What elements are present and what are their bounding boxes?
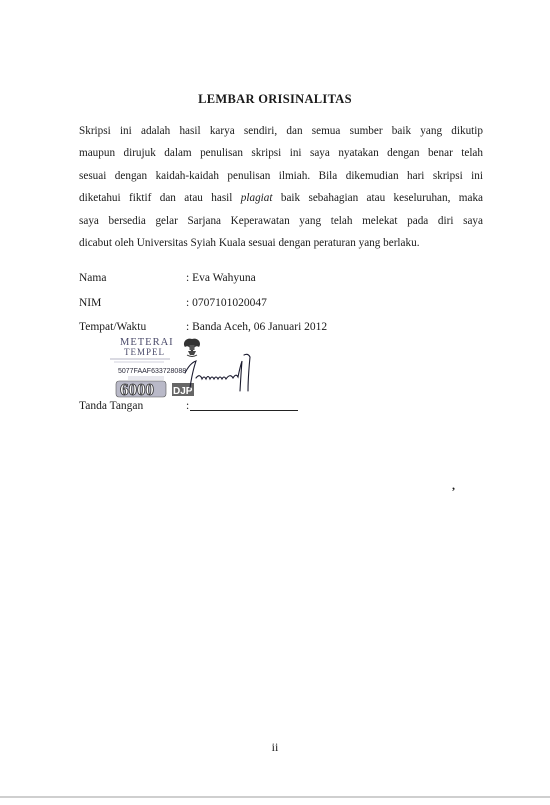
document-title: LEMBAR ORISINALITAS bbox=[198, 92, 352, 106]
paragraph-line bbox=[79, 187, 483, 209]
garuda-emblem bbox=[184, 339, 200, 357]
stamp-title: METERAI bbox=[120, 337, 174, 348]
scan-edge bbox=[0, 796, 550, 798]
stamp-serial: 5077FAAF633728088 bbox=[118, 368, 187, 375]
field-label: Tempat/Waktu bbox=[79, 321, 147, 333]
paragraph-line: saya bersedia gelar Sarjana Keperawatan yang telah melekat pada diri saya bbox=[79, 214, 483, 227]
page-number: ii bbox=[271, 740, 279, 754]
signature bbox=[185, 354, 250, 391]
field-label: Tanda Tangan bbox=[79, 400, 144, 412]
meterai-stamp bbox=[100, 333, 300, 403]
paragraph-text: baik sebahagian atau keseluruhan, maka bbox=[272, 192, 484, 205]
field-label: Nama bbox=[79, 272, 107, 284]
field-value: : 0707101020047 bbox=[186, 297, 267, 309]
paragraph-line: dicabut oleh Universitas Syiah Kuala sesuai dengan peraturan yang berlaku. bbox=[79, 237, 420, 250]
paragraph-text: diketahui fiktif dan atau hasil bbox=[79, 192, 241, 205]
field-value: : bbox=[186, 400, 190, 412]
stamp-currency: DJP bbox=[173, 386, 193, 397]
statement-paragraph bbox=[79, 120, 483, 254]
stamp-amount: 6000 bbox=[120, 380, 154, 399]
paragraph-line: sesuai dengan kaidah-kaidah penulisan ilmiah. Bila dikemudian hari skripsi ini bbox=[79, 169, 483, 182]
paragraph-line: maupun dirujuk dalam penulisan skripsi ini saya nyatakan dengan benar telah bbox=[79, 147, 483, 160]
field-value: : Banda Aceh, 06 Januari 2012 bbox=[186, 321, 328, 333]
stamp-subtitle: TEMPEL bbox=[124, 347, 165, 357]
signature-line bbox=[190, 410, 298, 411]
field-label: NIM bbox=[79, 297, 102, 309]
paragraph-line: Skripsi ini adalah hasil karya sendiri, dan semua sumber baik yang dikutip bbox=[79, 125, 483, 137]
stray-mark: , bbox=[452, 478, 455, 492]
italic-term: plagiat bbox=[240, 192, 273, 205]
field-value: : Eva Wahyuna bbox=[186, 272, 256, 284]
